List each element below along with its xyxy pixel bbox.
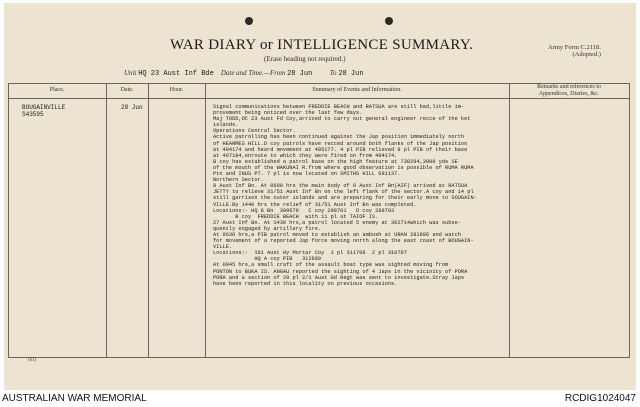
summary-line: 8 Aust Inf Bn. At 0600 hrs the main body of 8 Aust Inf Bn(AIF) arrived at RATSUA	[213, 183, 468, 190]
unit-line	[124, 69, 364, 78]
punch-hole	[245, 17, 253, 25]
summary-line: 27 Aust Inf Bn. At 1430 hrs,a patrol located 5 enemy at 302714which was subse-	[213, 219, 461, 226]
summary-line: B coy FREDDIE BEACH with 11 pl at TAIOF IS.	[213, 213, 379, 220]
summary-line: B coy has established a patrol base on the high feature at 738294,3000 yds SE	[213, 158, 458, 165]
summary-line: At 0945 hrs,a small craft of the assault boat type was sighted moving from	[213, 262, 449, 269]
summary-line: Locations:- HQ 8 Bn 300679 C coy 298701 D coy 288703	[213, 207, 395, 214]
summary-line: VILLE.By 1440 hrs the relief of 31/51 Aust Inf Bn was completed.	[213, 201, 417, 208]
entry-date: 28 Jun	[121, 104, 143, 111]
form-reference	[548, 44, 601, 58]
summary-line: Signal communications between FREDDIE BEACH and RATSUA are still bad,little im-	[213, 104, 465, 110]
page-title: WAR DIARY or INTELLIGENCE SUMMARY.	[170, 37, 474, 53]
form-number: (61)	[28, 358, 37, 363]
table-rule	[8, 357, 630, 358]
column-header-hour: Hour.	[169, 87, 184, 93]
column-header-summary: Summary of Events and Information.	[312, 87, 402, 93]
form-reference-adopted: (Adopted.)	[572, 51, 601, 58]
column-rule	[629, 83, 630, 358]
summary-line: VILLE.	[213, 244, 233, 251]
summary-line: at 494174 and heard movement at 495177. 4 pl PIB relieved 8 pl PIB of their base	[213, 146, 468, 153]
date-to-label: To	[329, 69, 337, 77]
summary-of-events	[213, 104, 609, 287]
map-reference: S43595	[22, 111, 44, 118]
date-time-label: Date and Time.—From	[220, 69, 286, 77]
archive-credit: AUSTRALIAN WAR MEMORIAL	[2, 393, 147, 404]
summary-line: islands.	[213, 122, 239, 129]
table-rule	[8, 98, 630, 99]
punch-hole	[385, 17, 393, 25]
column-rule	[8, 83, 9, 358]
summary-line: PORA and a section of 28 pl 2/1 Aust Gd Regt was sent to investigate.Stray Japs	[213, 274, 465, 281]
summary-line: for movement of a reported Jap force moving north along the east coast of BOUGAIN-	[213, 238, 474, 245]
summary-line: Operations Central Sector.	[213, 128, 296, 135]
column-header-place: Place.	[49, 87, 65, 93]
column-rule	[148, 83, 149, 358]
summary-line: quently engaged by artillery fire.	[213, 225, 322, 232]
summary-line: Ptn and INUS PT. 7 pl is now located on SMITHS HILL 681137.	[213, 171, 401, 178]
column-header-date: Date.	[120, 87, 134, 93]
summary-line: PONTON to BUKA IS. ANGAU reported the sighting of 4 Japs in the vicinity of PORA	[213, 268, 468, 275]
summary-line: Northern Sector.	[213, 177, 264, 184]
summary-line: provement being noticed over the last few days.	[213, 110, 363, 117]
date-to-value: 28 Jun	[338, 70, 364, 78]
summary-line: At 0630 hrs,a PIB patrol moved to establish an ambush at URAN 281896 and watch	[213, 231, 461, 238]
page-subtitle: (Erase heading not required.)	[264, 55, 346, 63]
column-header-remarks	[509, 84, 629, 98]
entry-place	[22, 104, 65, 118]
column-rule	[205, 83, 206, 358]
record-id: RCDIG1024047	[564, 393, 636, 404]
date-from-value: 28 Jun	[287, 70, 313, 78]
summary-line: Active patrolling has been continued against the Jap position immediately north	[213, 134, 465, 141]
remarks-header-line: Remarks and references to	[537, 84, 601, 90]
summary-line: of the mouth of the WAKUNAI R.from where good observation is possible of RUMA RUMA	[213, 164, 474, 171]
summary-line: still garrison the outer islands and are preparing for their early move to SOUGAIN-	[213, 195, 477, 202]
column-rule	[106, 83, 107, 358]
summary-line: of HEARMES HILL.D coy patrols have recced around both flanks of the Jap position	[213, 140, 468, 147]
summary-line: Locations:- 101 Aust Hy Mortar Coy 1 pl 311708 2 pl 310707	[213, 250, 407, 257]
place-name: BOUGAINVILLE	[22, 104, 66, 111]
unit-value: HQ 23 Aust Inf Bde	[138, 70, 214, 78]
summary-line: JETTY to relieve 31/51 Aust Inf Bn on the left flank of the sector.A coy and 14 pl	[213, 189, 474, 196]
summary-line: Maj TODD,OC 23 Aust Fd Coy,arrived to carry out general engineer recce of the ket	[213, 116, 471, 123]
remarks-header-line: Appendices, Diaries, &c.	[538, 91, 600, 97]
form-reference-line: Army Form C.2118.	[548, 44, 601, 51]
summary-line: have been reported in this locality on previous occasions.	[213, 280, 398, 287]
unit-label: Unit	[124, 69, 137, 77]
summary-line: HQ A coy PIB 312689	[213, 256, 322, 263]
archive-footer	[0, 391, 640, 407]
summary-line: at 497184,enroute to which they were fired on from 494174.	[213, 152, 398, 159]
